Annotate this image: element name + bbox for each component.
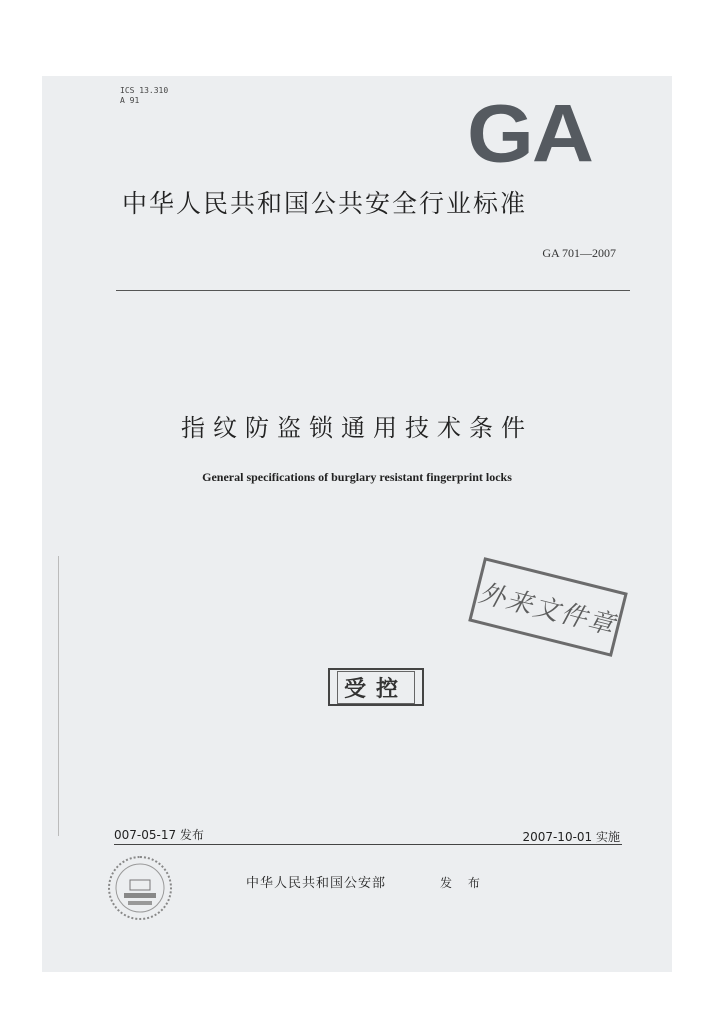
document-page (42, 76, 672, 972)
external-document-stamp: 外来文件章 (468, 557, 628, 657)
ga-logo: GA (467, 88, 592, 180)
margin-line (58, 556, 59, 836)
ics-code: ICS 13.310 (120, 86, 169, 95)
official-seal-icon (108, 856, 172, 920)
implement-date: 2007-10-01 实施 (522, 830, 620, 844)
ccs-code: A 91 (120, 96, 140, 105)
issue-date: 007-05-17 发布 (114, 828, 204, 842)
issue-label: 发 布 (440, 876, 486, 890)
header-divider (116, 290, 630, 291)
issuing-authority: 中华人民共和国公安部 (246, 876, 387, 891)
ics-classification (120, 86, 168, 106)
standard-title: 中华人民共和国公共安全行业标准 (122, 189, 528, 218)
document-title-en: General specifications of burglary resistant fingerprint locks (202, 470, 512, 484)
footer-divider (114, 844, 622, 845)
standard-code: GA 701—2007 (542, 246, 616, 260)
controlled-stamp (328, 668, 424, 706)
controlled-stamp-text: 受控 (337, 671, 415, 704)
document-title-cn: 指纹防盗锁通用技术条件 (181, 414, 533, 442)
